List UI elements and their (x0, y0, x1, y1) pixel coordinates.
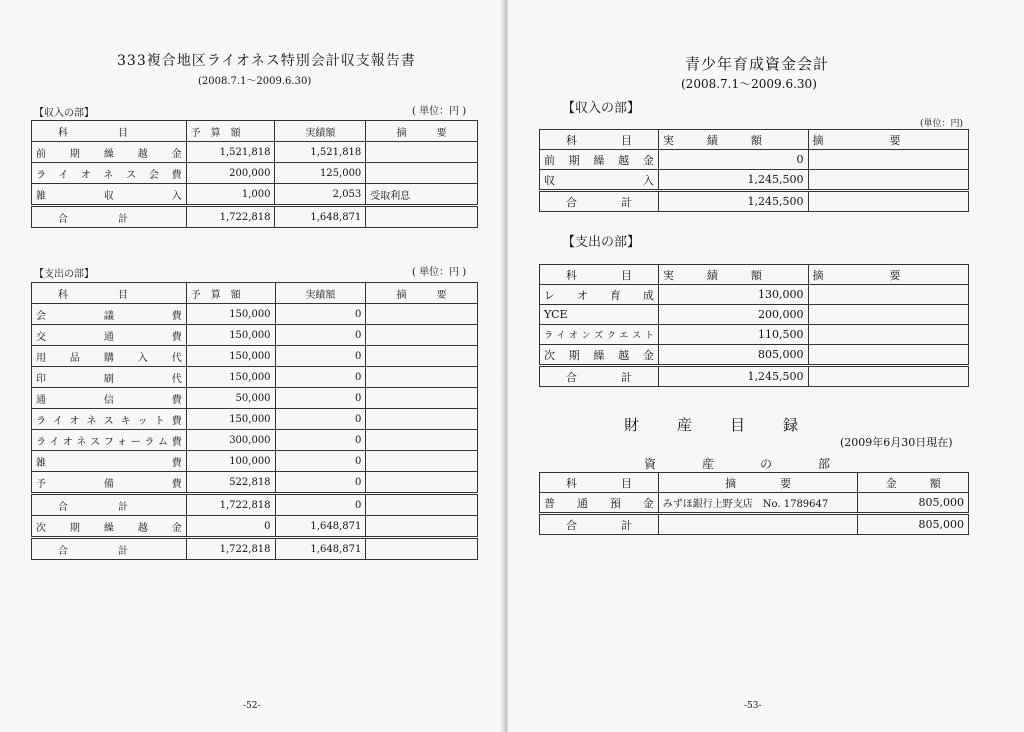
row-item: 会議費 (32, 304, 187, 325)
table-row (32, 430, 478, 451)
total-row (540, 191, 969, 212)
table-header-row (32, 121, 478, 142)
row-actual: 2,053 (275, 184, 366, 206)
left-income-section-title: 【収入の部】 (34, 108, 94, 119)
row-item: 通信費 (32, 388, 187, 409)
total-amount: 805,000 (858, 514, 969, 535)
table-row (32, 367, 478, 388)
total-note (366, 206, 478, 228)
row-item: 前期繰越金 (540, 150, 659, 170)
row-note (808, 345, 969, 366)
row-note (366, 325, 478, 346)
total-row (540, 366, 969, 387)
header-actual: 実 績 額 (658, 265, 808, 285)
right-income-table (539, 129, 969, 212)
table-row (32, 163, 478, 184)
assets-table (539, 472, 969, 535)
table-row (540, 325, 969, 345)
row-actual: 125,000 (275, 163, 366, 184)
row-item: レオ育成 (540, 285, 659, 305)
row-budget: 150,000 (186, 409, 275, 430)
carry-item: 次期繰越金 (32, 516, 187, 538)
row-note: 受取利息 (366, 184, 478, 206)
row-item: 雑収入 (32, 184, 187, 206)
table-header-row (540, 265, 969, 285)
row-item: 交通費 (32, 325, 187, 346)
row-budget: 100,000 (186, 451, 275, 472)
total-row (32, 538, 478, 560)
row-note (808, 285, 969, 305)
row-actual: 0 (275, 325, 366, 346)
row-item: 雑費 (32, 451, 187, 472)
row-note (808, 305, 969, 325)
row-budget: 50,000 (186, 388, 275, 409)
row-note (808, 325, 969, 345)
row-budget: 300,000 (186, 430, 275, 451)
right-period: (2008.7.1～2009.6.30) (681, 77, 817, 91)
header-item: 科 目 (32, 283, 187, 304)
row-budget: 150,000 (186, 367, 275, 388)
row-desc: みずほ銀行上野支店 No. 1789647 (658, 493, 858, 514)
header-note: 摘 要 (808, 265, 969, 285)
total-note (808, 366, 969, 387)
total-budget: 1,722,818 (186, 538, 275, 560)
table-row (32, 472, 478, 494)
right-page-number: -53- (744, 701, 762, 711)
right-expense-table (539, 264, 969, 387)
row-note (366, 388, 478, 409)
total-item: 合 計 (540, 191, 659, 212)
row-budget: 150,000 (186, 325, 275, 346)
row-item: ライオネス会費 (32, 163, 187, 184)
table-row (540, 170, 969, 191)
row-actual: 200,000 (658, 305, 808, 325)
row-actual: 0 (275, 304, 366, 325)
table-row (32, 388, 478, 409)
left-income-unit: ( 単位：円 ) (412, 106, 467, 117)
row-actual: 805,000 (658, 345, 808, 366)
total-note (808, 191, 969, 212)
total-item: 合 計 (32, 538, 187, 560)
right-expense-section-title: 【支出の部】 (562, 235, 641, 250)
row-item: 印刷代 (32, 367, 187, 388)
table-row (32, 304, 478, 325)
row-actual: 0 (275, 472, 366, 494)
table-row (540, 285, 969, 305)
carry-budget: 0 (186, 516, 275, 538)
total-item: 合 計 (540, 514, 659, 535)
total-item: 合 計 (540, 366, 659, 387)
row-budget: 522,818 (186, 472, 275, 494)
row-actual: 0 (275, 409, 366, 430)
total-item: 合 計 (32, 206, 187, 228)
right-income-section-title: 【収入の部】 (562, 101, 641, 116)
total-desc (658, 514, 858, 535)
left-expense-unit: ( 単位：円 ) (412, 267, 467, 278)
header-note: 摘 要 (366, 283, 478, 304)
row-item: 普通預金 (540, 493, 659, 514)
header-note: 摘 要 (808, 130, 969, 150)
row-note (366, 142, 478, 163)
row-item: 収入 (540, 170, 659, 191)
row-item: YCE (540, 305, 659, 325)
row-budget: 150,000 (186, 346, 275, 367)
subtotal-budget: 1,722,818 (186, 494, 275, 516)
header-desc: 摘 要 (658, 473, 858, 493)
row-item: 予備費 (32, 472, 187, 494)
carry-actual: 1,648,871 (275, 516, 366, 538)
header-actual: 実 績 額 (658, 130, 808, 150)
total-actual: 1,245,500 (658, 191, 808, 212)
right-page (508, 0, 1024, 732)
table-header-row (540, 130, 969, 150)
row-budget: 1,521,818 (186, 142, 275, 163)
carry-note (366, 516, 478, 538)
header-item: 科 目 (540, 130, 659, 150)
left-page (0, 0, 506, 732)
row-item: 次期繰越金 (540, 345, 659, 366)
row-budget: 200,000 (186, 163, 275, 184)
row-note (366, 346, 478, 367)
table-row (32, 325, 478, 346)
assets-title: 財産目録 (624, 416, 837, 434)
header-item: 科 目 (540, 473, 659, 493)
table-row (540, 150, 969, 170)
subtotal-note (366, 494, 478, 516)
table-row (540, 345, 969, 366)
header-actual: 実績額 (275, 283, 366, 304)
row-actual: 0 (275, 388, 366, 409)
left-income-table (31, 120, 478, 228)
assets-section-title: 資産の部 (644, 457, 877, 471)
row-note (366, 430, 478, 451)
total-budget: 1,722,818 (186, 206, 275, 228)
row-actual: 1,521,818 (275, 142, 366, 163)
left-title: 333複合地区ライオネス特別会計収支報告書 (117, 53, 416, 69)
assets-date: (2009年6月30日現在) (840, 436, 953, 449)
left-period: (2008.7.1～2009.6.30) (198, 76, 312, 87)
table-row (540, 493, 969, 514)
row-item: ライオネスキット費 (32, 409, 187, 430)
row-amount: 805,000 (858, 493, 969, 514)
row-item: 用品購入代 (32, 346, 187, 367)
row-note (808, 170, 969, 191)
row-actual: 0 (275, 430, 366, 451)
right-income-unit: (単位：円) (920, 119, 964, 129)
row-item: 前期繰越金 (32, 142, 187, 163)
left-expense-table (31, 282, 478, 560)
table-row (32, 142, 478, 163)
carry-row (32, 516, 478, 538)
row-actual: 110,500 (658, 325, 808, 345)
row-budget: 1,000 (186, 184, 275, 206)
left-page-number: -52- (243, 701, 261, 711)
row-actual: 130,000 (658, 285, 808, 305)
total-actual: 1,648,871 (275, 206, 366, 228)
table-row (540, 305, 969, 325)
subtotal-item: 合 計 (32, 494, 187, 516)
table-header-row (540, 473, 969, 493)
header-item: 科 目 (32, 121, 187, 142)
table-row (32, 346, 478, 367)
row-note (366, 367, 478, 388)
row-budget: 150,000 (186, 304, 275, 325)
header-actual: 実績額 (275, 121, 366, 142)
table-row (32, 409, 478, 430)
total-row (32, 206, 478, 228)
total-row (540, 514, 969, 535)
header-note: 摘 要 (366, 121, 478, 142)
right-title: 青少年育成資金会計 (685, 55, 830, 73)
row-note (366, 304, 478, 325)
left-expense-section-title: 【支出の部】 (34, 269, 94, 280)
table-row (32, 184, 478, 206)
row-actual: 1,245,500 (658, 170, 808, 191)
table-header-row (32, 283, 478, 304)
header-item: 科 目 (540, 265, 659, 285)
row-item: ライオネスフォーラム費 (32, 430, 187, 451)
row-item: ライオンズクエスト (540, 325, 659, 345)
row-actual: 0 (275, 346, 366, 367)
row-note (366, 409, 478, 430)
header-budget: 予 算 額 (186, 121, 275, 142)
total-note (366, 538, 478, 560)
row-note (366, 163, 478, 184)
header-budget: 予 算 額 (186, 283, 275, 304)
subtotal-row (32, 494, 478, 516)
header-amount: 金 額 (858, 473, 969, 493)
row-actual: 0 (275, 367, 366, 388)
table-row (32, 451, 478, 472)
total-actual: 1,648,871 (275, 538, 366, 560)
row-note (366, 472, 478, 494)
row-note (366, 451, 478, 472)
subtotal-actual: 0 (275, 494, 366, 516)
row-note (808, 150, 969, 170)
total-actual: 1,245,500 (658, 366, 808, 387)
row-actual: 0 (658, 150, 808, 170)
row-actual: 0 (275, 451, 366, 472)
